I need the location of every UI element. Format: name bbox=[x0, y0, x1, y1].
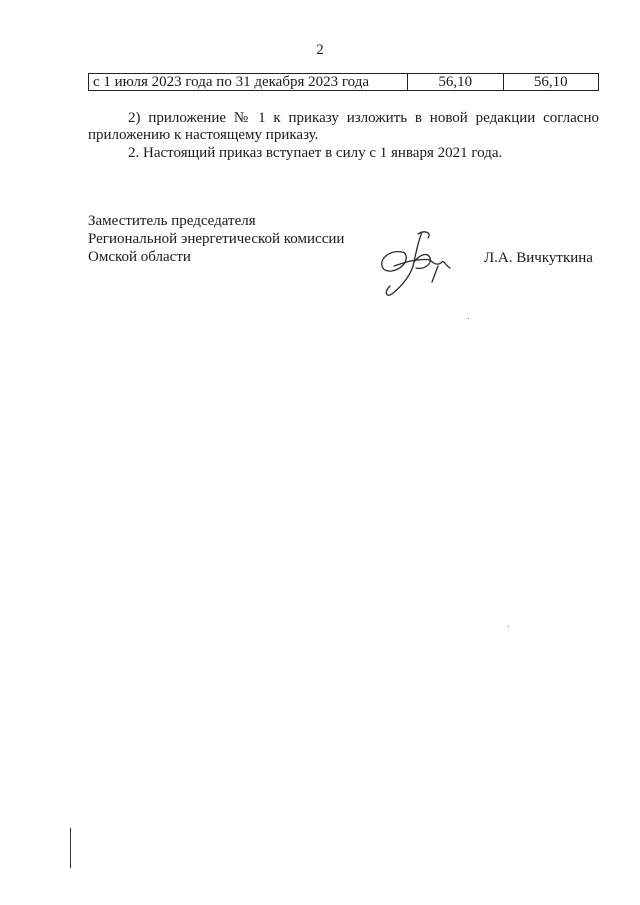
handwritten-signature-icon bbox=[372, 222, 462, 302]
scan-speck bbox=[508, 626, 509, 627]
value-cell-2: 56,10 bbox=[503, 74, 599, 91]
table-row bbox=[89, 74, 599, 91]
signer-title-block bbox=[88, 212, 344, 266]
period-cell: с 1 июля 2023 года по 31 декабря 2023 года bbox=[89, 74, 408, 91]
scan-speck bbox=[468, 318, 469, 319]
signer-title-line2: Региональной энергетической комиссии bbox=[88, 231, 345, 247]
margin-line bbox=[70, 828, 71, 868]
signer-name: Л.А. Вичкуткина bbox=[484, 250, 593, 266]
tariff-table bbox=[88, 73, 599, 91]
page-number: 2 bbox=[316, 42, 324, 58]
paragraph-amendment-line1: 2) приложение № 1 к приказу изложить в новой редакции согласно bbox=[128, 110, 599, 126]
signer-title-line1: Заместитель председателя bbox=[88, 213, 256, 229]
paragraph-amendment-line2: приложению к настоящему приказу. bbox=[88, 127, 319, 143]
value-cell-1: 56,10 bbox=[408, 74, 504, 91]
paragraph-effective-date: 2. Настоящий приказ вступает в силу с 1 января 2021 года. bbox=[128, 145, 503, 161]
signer-title-line3: Омской области bbox=[88, 249, 191, 265]
paragraph-amendment bbox=[88, 110, 599, 144]
